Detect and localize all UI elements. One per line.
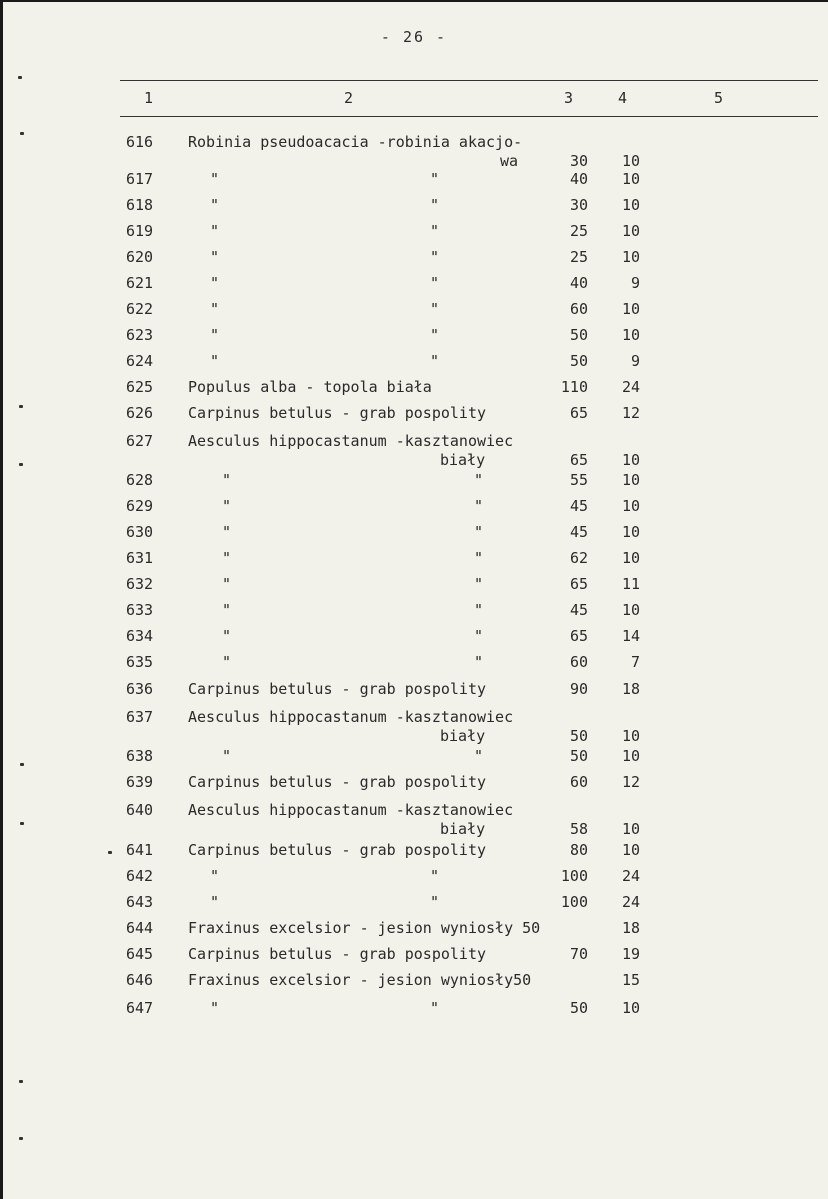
value-col-3: 80: [569, 841, 588, 859]
row-number: 641: [126, 841, 154, 859]
species-name: Robinia pseudoacacia -robinia akacjo-: [188, 133, 523, 151]
row-number: 629: [126, 497, 154, 515]
value-col-3: 45: [569, 497, 588, 515]
value-col-3: 50: [569, 352, 588, 370]
value-col-4: 18: [621, 680, 640, 698]
ditto-mark: ": [210, 248, 220, 266]
row-number: 618: [126, 196, 154, 214]
value-col-3: 100: [560, 893, 588, 911]
header-col-1: 1: [144, 89, 154, 107]
species-name: Carpinus betulus - grab pospolity: [188, 841, 487, 859]
value-col-3: 50: [569, 999, 588, 1017]
row-number: 645: [126, 945, 154, 963]
ditto-mark: ": [222, 575, 232, 593]
value-col-4: 10: [621, 523, 640, 541]
species-name: Carpinus betulus - grab pospolity: [188, 404, 487, 422]
ditto-mark: ": [430, 196, 440, 214]
row-number: 616: [126, 133, 154, 151]
margin-mark: [19, 1080, 23, 1083]
value-col-3: 30: [569, 196, 588, 214]
value-col-3: 50: [569, 747, 588, 765]
row-number: 643: [126, 893, 154, 911]
value-col-3: 60: [569, 773, 588, 791]
ditto-mark: ": [222, 523, 232, 541]
ditto-mark: ": [222, 653, 232, 671]
ditto-mark: ": [210, 170, 220, 188]
value-col-4: 10: [621, 601, 640, 619]
ditto-mark: ": [430, 999, 440, 1017]
ditto-mark: ": [430, 274, 440, 292]
margin-mark: [108, 851, 112, 854]
value-col-4: 10: [621, 841, 640, 859]
value-col-4: 24: [621, 893, 640, 911]
value-col-3: 30: [569, 152, 588, 170]
value-col-4: 10: [621, 471, 640, 489]
row-number: 632: [126, 575, 154, 593]
ditto-mark: ": [474, 471, 484, 489]
ditto-mark: ": [210, 352, 220, 370]
value-col-4: 10: [621, 222, 640, 240]
margin-mark: [19, 463, 23, 466]
row-number: 617: [126, 170, 154, 188]
species-name: Carpinus betulus - grab pospolity: [188, 680, 487, 698]
value-col-3: 40: [569, 170, 588, 188]
value-col-4: 12: [621, 773, 640, 791]
value-col-4: 10: [621, 248, 640, 266]
row-number: 634: [126, 627, 154, 645]
row-number: 640: [126, 801, 154, 819]
row-number: 622: [126, 300, 154, 318]
ditto-mark: ": [474, 549, 484, 567]
ditto-mark: ": [430, 893, 440, 911]
value-col-4: 10: [621, 999, 640, 1017]
value-col-3: 40: [569, 274, 588, 292]
value-col-4: 7: [630, 653, 640, 671]
value-col-4: 10: [621, 747, 640, 765]
ditto-mark: ": [222, 471, 232, 489]
species-name: Fraxinus excelsior - jesion wyniosły50: [188, 971, 532, 989]
margin-mark: [19, 1137, 23, 1140]
margin-mark: [20, 822, 24, 825]
species-name: Carpinus betulus - grab pospolity: [188, 945, 487, 963]
ditto-mark: ": [474, 653, 484, 671]
value-col-3: 70: [569, 945, 588, 963]
row-number: 642: [126, 867, 154, 885]
ditto-mark: ": [430, 300, 440, 318]
row-number: 639: [126, 773, 154, 791]
ditto-mark: ": [210, 893, 220, 911]
value-col-4: 12: [621, 404, 640, 422]
row-number: 627: [126, 432, 154, 450]
value-col-3: 25: [569, 222, 588, 240]
margin-mark: [20, 132, 24, 135]
ditto-mark: ": [222, 601, 232, 619]
species-name-continued: biały: [440, 820, 486, 838]
ditto-mark: ": [430, 326, 440, 344]
species-name: Populus alba - topola biała: [188, 378, 432, 396]
species-name-continued: wa: [500, 152, 519, 170]
row-number: 636: [126, 680, 154, 698]
ditto-mark: ": [210, 196, 220, 214]
value-col-3: 55: [569, 471, 588, 489]
value-col-3: 45: [569, 601, 588, 619]
species-name-continued: biały: [440, 451, 486, 469]
ditto-mark: ": [222, 549, 232, 567]
ditto-mark: ": [210, 300, 220, 318]
value-col-4: 14: [621, 627, 640, 645]
row-number: 624: [126, 352, 154, 370]
row-number: 631: [126, 549, 154, 567]
ditto-mark: ": [210, 274, 220, 292]
margin-mark: [20, 763, 24, 766]
value-col-4: 10: [621, 549, 640, 567]
species-name-continued: biały: [440, 727, 486, 745]
table-header-rule: [120, 116, 818, 117]
ditto-mark: ": [210, 867, 220, 885]
ditto-mark: ": [222, 497, 232, 515]
row-number: 638: [126, 747, 154, 765]
value-col-3: 65: [569, 575, 588, 593]
species-name: Fraxinus excelsior - jesion wyniosły 50: [188, 919, 541, 937]
value-col-4: 10: [621, 196, 640, 214]
value-col-4: 10: [621, 497, 640, 515]
ditto-mark: ": [210, 326, 220, 344]
header-col-4: 4: [618, 89, 628, 107]
row-number: 619: [126, 222, 154, 240]
header-col-3: 3: [564, 89, 574, 107]
value-col-4: 10: [621, 152, 640, 170]
species-name: Aesculus hippocastanum -kasztanowiec: [188, 801, 514, 819]
value-col-3: 58: [569, 820, 588, 838]
row-number: 633: [126, 601, 154, 619]
value-col-3: 60: [569, 653, 588, 671]
species-name: Carpinus betulus - grab pospolity: [188, 773, 487, 791]
row-number: 647: [126, 999, 154, 1017]
row-number: 623: [126, 326, 154, 344]
ditto-mark: ": [430, 222, 440, 240]
value-col-3: 110: [560, 378, 588, 396]
row-number: 621: [126, 274, 154, 292]
value-col-4: 9: [630, 352, 640, 370]
row-number: 635: [126, 653, 154, 671]
row-number: 620: [126, 248, 154, 266]
table-top-rule: [120, 80, 818, 81]
value-col-4: 10: [621, 727, 640, 745]
header-col-5: 5: [714, 89, 724, 107]
ditto-mark: ": [474, 627, 484, 645]
value-col-4: 9: [630, 274, 640, 292]
row-number: 646: [126, 971, 154, 989]
ditto-mark: ": [222, 747, 232, 765]
value-col-4: 24: [621, 867, 640, 885]
value-col-3: 65: [569, 627, 588, 645]
ditto-mark: ": [474, 523, 484, 541]
row-number: 637: [126, 708, 154, 726]
value-col-4: 15: [621, 971, 640, 989]
ditto-mark: ": [474, 575, 484, 593]
row-number: 625: [126, 378, 154, 396]
value-col-4: 10: [621, 820, 640, 838]
value-col-3: 60: [569, 300, 588, 318]
value-col-4: 10: [621, 300, 640, 318]
value-col-3: 65: [569, 451, 588, 469]
ditto-mark: ": [430, 170, 440, 188]
ditto-mark: ": [430, 248, 440, 266]
row-number: 630: [126, 523, 154, 541]
value-col-3: 50: [569, 727, 588, 745]
header-col-2: 2: [344, 89, 354, 107]
row-number: 644: [126, 919, 154, 937]
value-col-3: 45: [569, 523, 588, 541]
value-col-4: 10: [621, 326, 640, 344]
margin-mark: [19, 405, 23, 408]
value-col-3: 100: [560, 867, 588, 885]
ditto-mark: ": [474, 497, 484, 515]
ditto-mark: ": [210, 222, 220, 240]
page-number: - 26 -: [380, 28, 448, 46]
value-col-3: 90: [569, 680, 588, 698]
ditto-mark: ": [430, 867, 440, 885]
margin-mark: [18, 76, 22, 79]
value-col-4: 11: [621, 575, 640, 593]
value-col-3: 65: [569, 404, 588, 422]
value-col-4: 10: [621, 451, 640, 469]
ditto-mark: ": [430, 352, 440, 370]
value-col-4: 10: [621, 170, 640, 188]
species-name: Aesculus hippocastanum -kasztanowiec: [188, 432, 514, 450]
value-col-4: 24: [621, 378, 640, 396]
ditto-mark: ": [474, 747, 484, 765]
ditto-mark: ": [210, 999, 220, 1017]
row-number: 628: [126, 471, 154, 489]
value-col-3: 62: [569, 549, 588, 567]
row-number: 626: [126, 404, 154, 422]
ditto-mark: ": [222, 627, 232, 645]
value-col-3: 50: [569, 326, 588, 344]
ditto-mark: ": [474, 601, 484, 619]
value-col-4: 18: [621, 919, 640, 937]
value-col-4: 19: [621, 945, 640, 963]
species-name: Aesculus hippocastanum -kasztanowiec: [188, 708, 514, 726]
value-col-3: 25: [569, 248, 588, 266]
